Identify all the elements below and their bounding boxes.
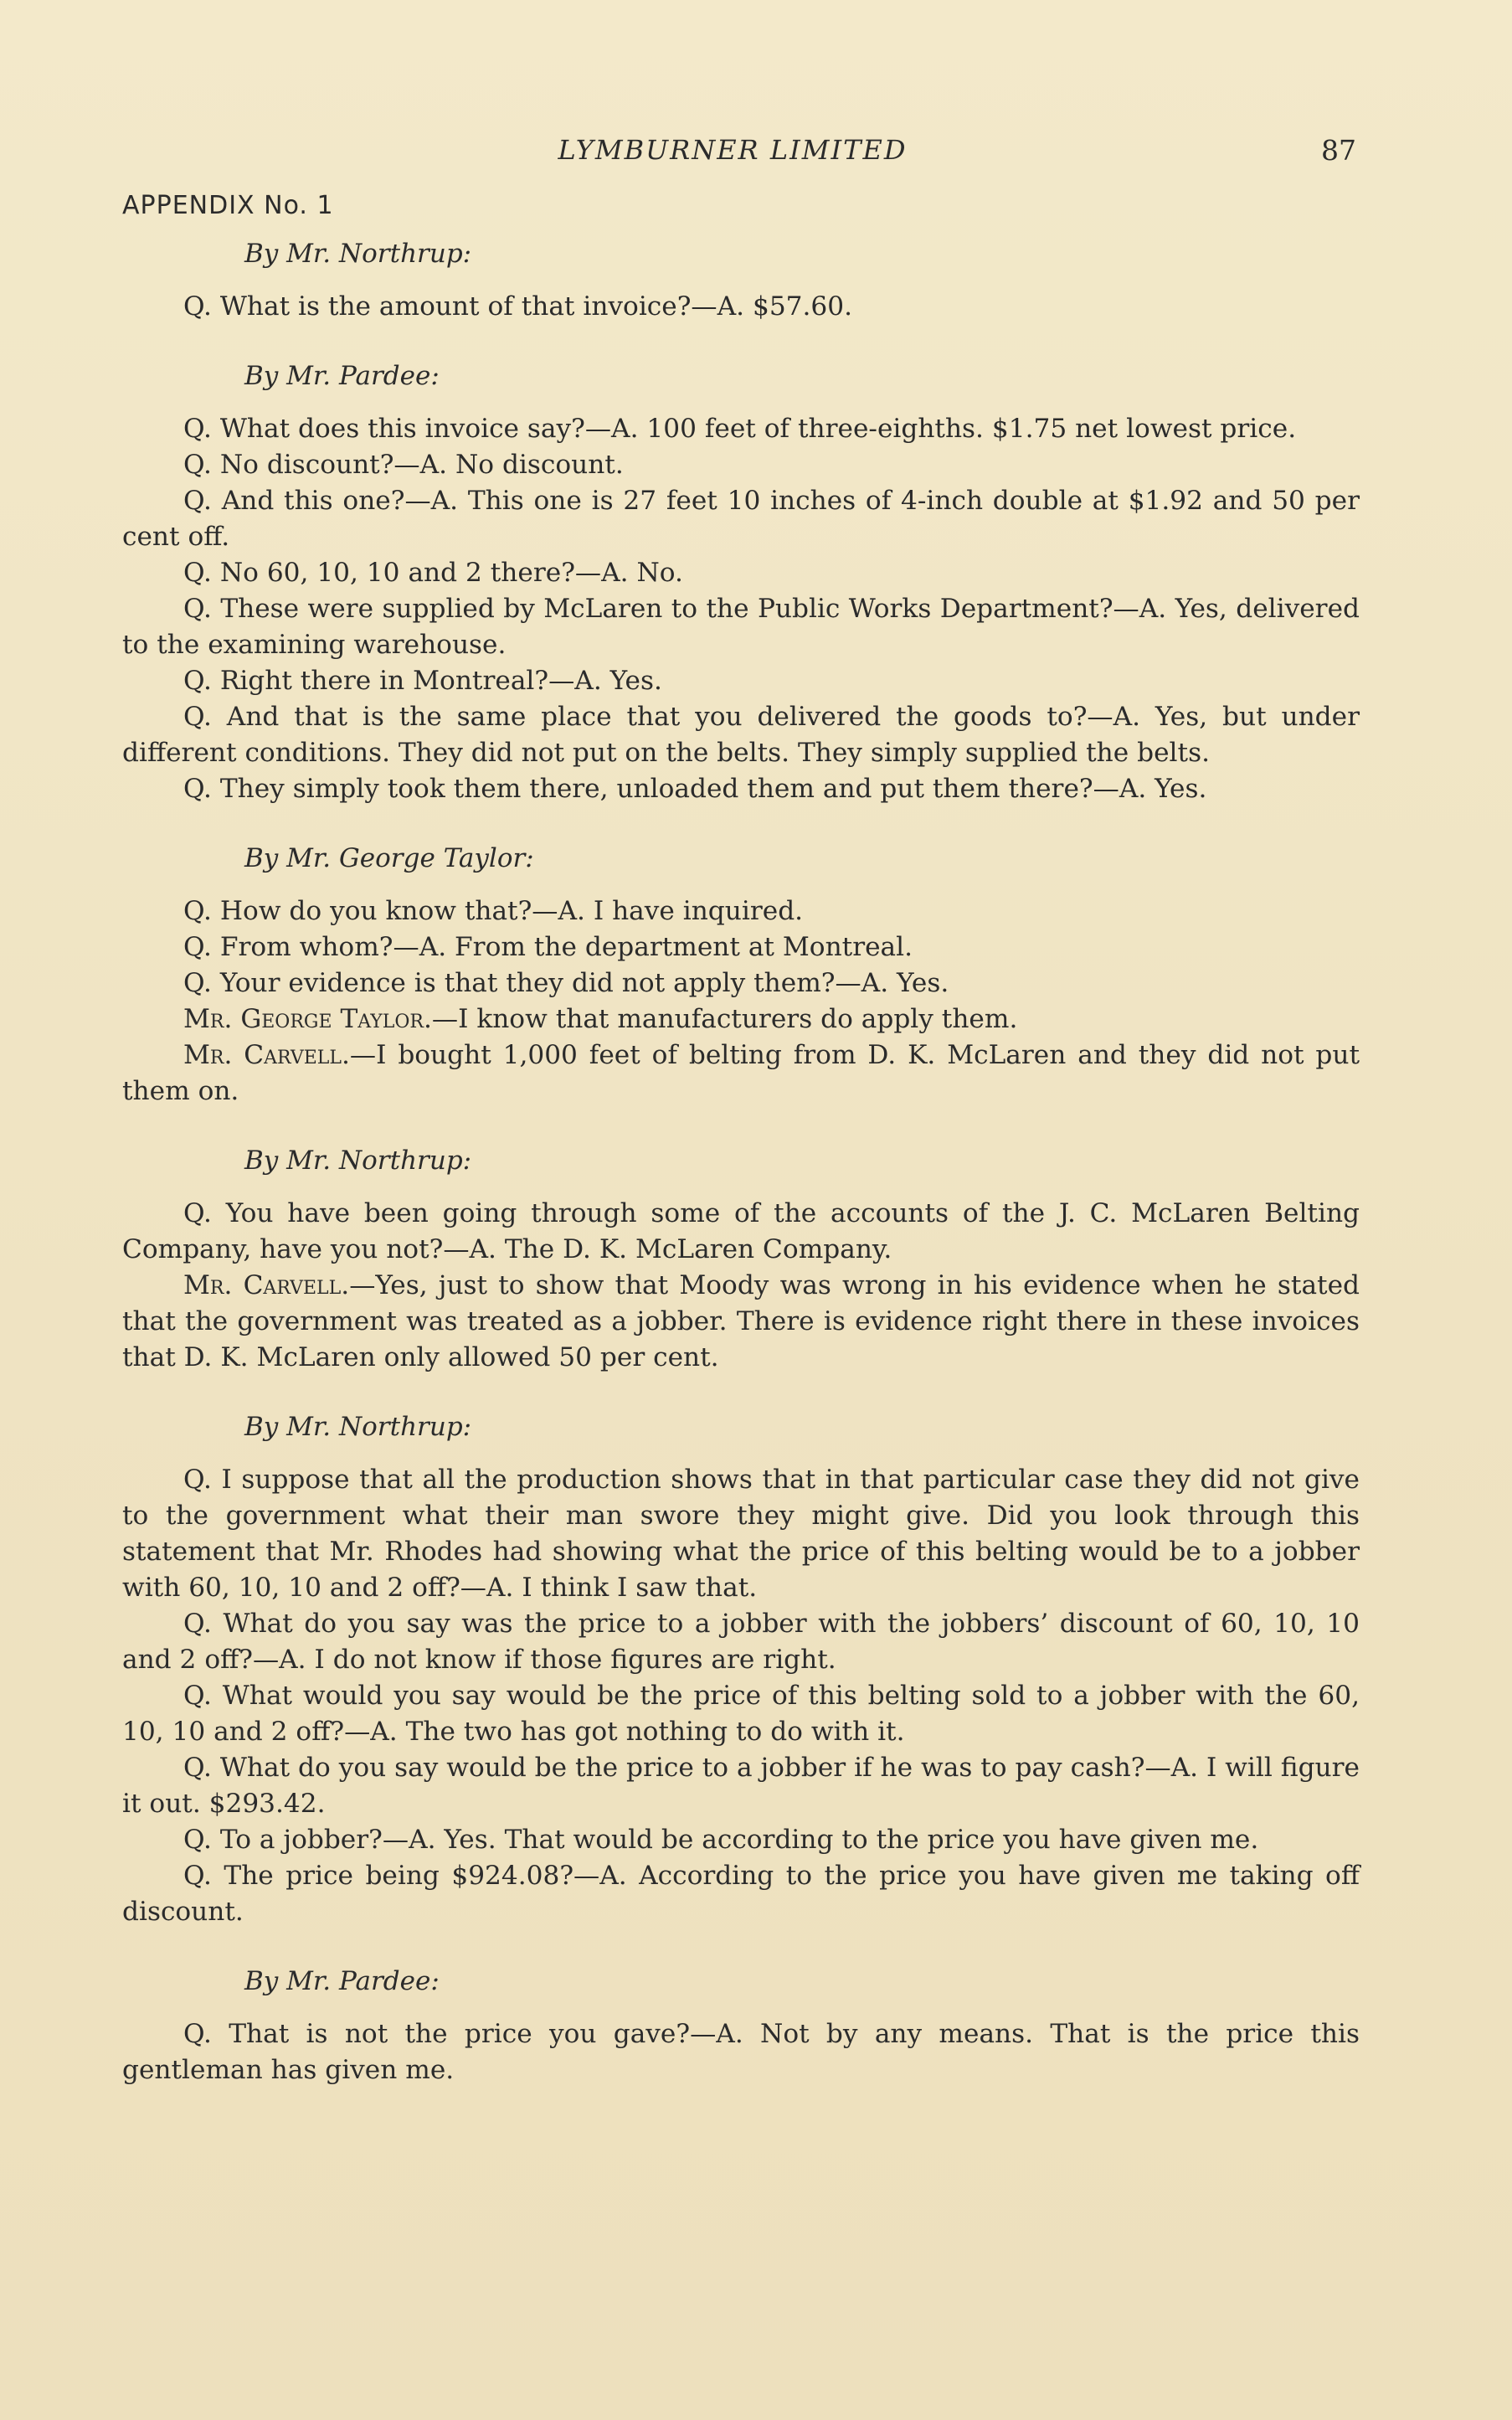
paragraph: Q. That is not the price you gave?—A. Not by any means. That is the price this gentleman has given me. [122,2019,1360,2085]
speaker-paragraph [122,1268,1360,1376]
section-heading: By Mr. Northrup: [244,239,472,269]
running-title: LYMBURNER LIMITED [558,134,908,166]
appendix-label: APPENDIX No. 1 [122,191,334,220]
paragraph: Q. I suppose that all the production shows that in that particular case they did not give to the government what their man swore they might give. Did you look through this statement that Mr. Rhodes had showing what the price of this belting would be to a jobber with 60, 10, 10 and 2 off?—A. I think I saw that. [122,1465,1360,1603]
section-heading: By Mr. Pardee: [244,361,440,391]
speaker-text: —I know that manufacturers do apply them. [431,1004,1018,1034]
document-body [122,236,1360,2088]
page-number: 87 [1321,134,1356,167]
paragraph: Q. No discount?—A. No discount. [183,450,624,480]
paragraph: Q. Your evidence is that they did not apply them?—A. Yes. [183,968,949,998]
paragraph: Q. What do you say would be the price to a jobber if he was to pay cash?—A. I will figure it out. $293.42. [122,1753,1360,1819]
speaker-paragraph [122,1001,1360,1038]
speaker-paragraph [122,1038,1360,1110]
paragraph: Q. These were supplied by McLaren to the Public Works Department?—A. Yes, delivered to the examining warehouse. [122,594,1360,660]
paragraph: Q. You have been going through some of the accounts of the J. C. McLaren Belting Company, have you not?—A. The D. K. McLaren Company. [122,1198,1360,1264]
section-heading: By Mr. Northrup: [244,1412,472,1442]
speaker-text: —I bought 1,000 feet of belting from D. K. McLaren and they did not put them on. [122,1040,1360,1106]
paragraph: Q. What is the amount of that invoice?—A. $57.60. [183,291,853,322]
paragraph: Q. They simply took them there, unloaded them and put them there?—A. Yes. [183,774,1207,804]
speaker-name: Mr. Carvell. [183,1270,350,1300]
speaker-name: Mr. George Taylor. [183,1004,432,1034]
paragraph: Q. What does this invoice say?—A. 100 feet of three-eighths. $1.75 net lowest price. [183,414,1297,444]
speaker-name: Mr. Carvell. [183,1040,350,1070]
speaker-text: —Yes, just to show that Moody was wrong in his evidence when he stated that the government was treated as a jobber. There is evidence right there in these invoices that D. K. McLaren only allowed 50 per cent. [122,1270,1360,1372]
section-heading: By Mr. George Taylor: [244,843,534,873]
paragraph: Q. And that is the same place that you delivered the goods to?—A. Yes, but under different conditions. They did not put on the belts. They simply supplied the belts. [122,702,1360,768]
paragraph: Q. From whom?—A. From the department at Montreal. [183,932,913,962]
paragraph: Q. What do you say was the price to a jobber with the jobbers’ discount of 60, 10, 10 and 2 off?—A. I do not know if those figures are right. [122,1609,1360,1675]
paragraph: Q. How do you know that?—A. I have inquired. [183,896,804,926]
paragraph: Q. What would you say would be the price of this belting sold to a jobber with the 60, 10, 10 and 2 off?—A. The two has got nothing to do with it. [122,1681,1360,1747]
section-heading: By Mr. Northrup: [244,1146,472,1176]
section-heading: By Mr. Pardee: [244,1966,440,1996]
paragraph: Q. The price being $924.08?—A. According to the price you have given me taking off discount. [122,1861,1360,1927]
paragraph: Q. And this one?—A. This one is 27 feet 10 inches of 4-inch double at $1.92 and 50 per cent off. [122,486,1360,552]
paragraph: Q. Right there in Montreal?—A. Yes. [183,666,662,696]
paragraph: Q. To a jobber?—A. Yes. That would be according to the price you have given me. [183,1825,1259,1855]
paragraph: Q. No 60, 10, 10 and 2 there?—A. No. [183,558,683,588]
running-head [0,134,1512,171]
